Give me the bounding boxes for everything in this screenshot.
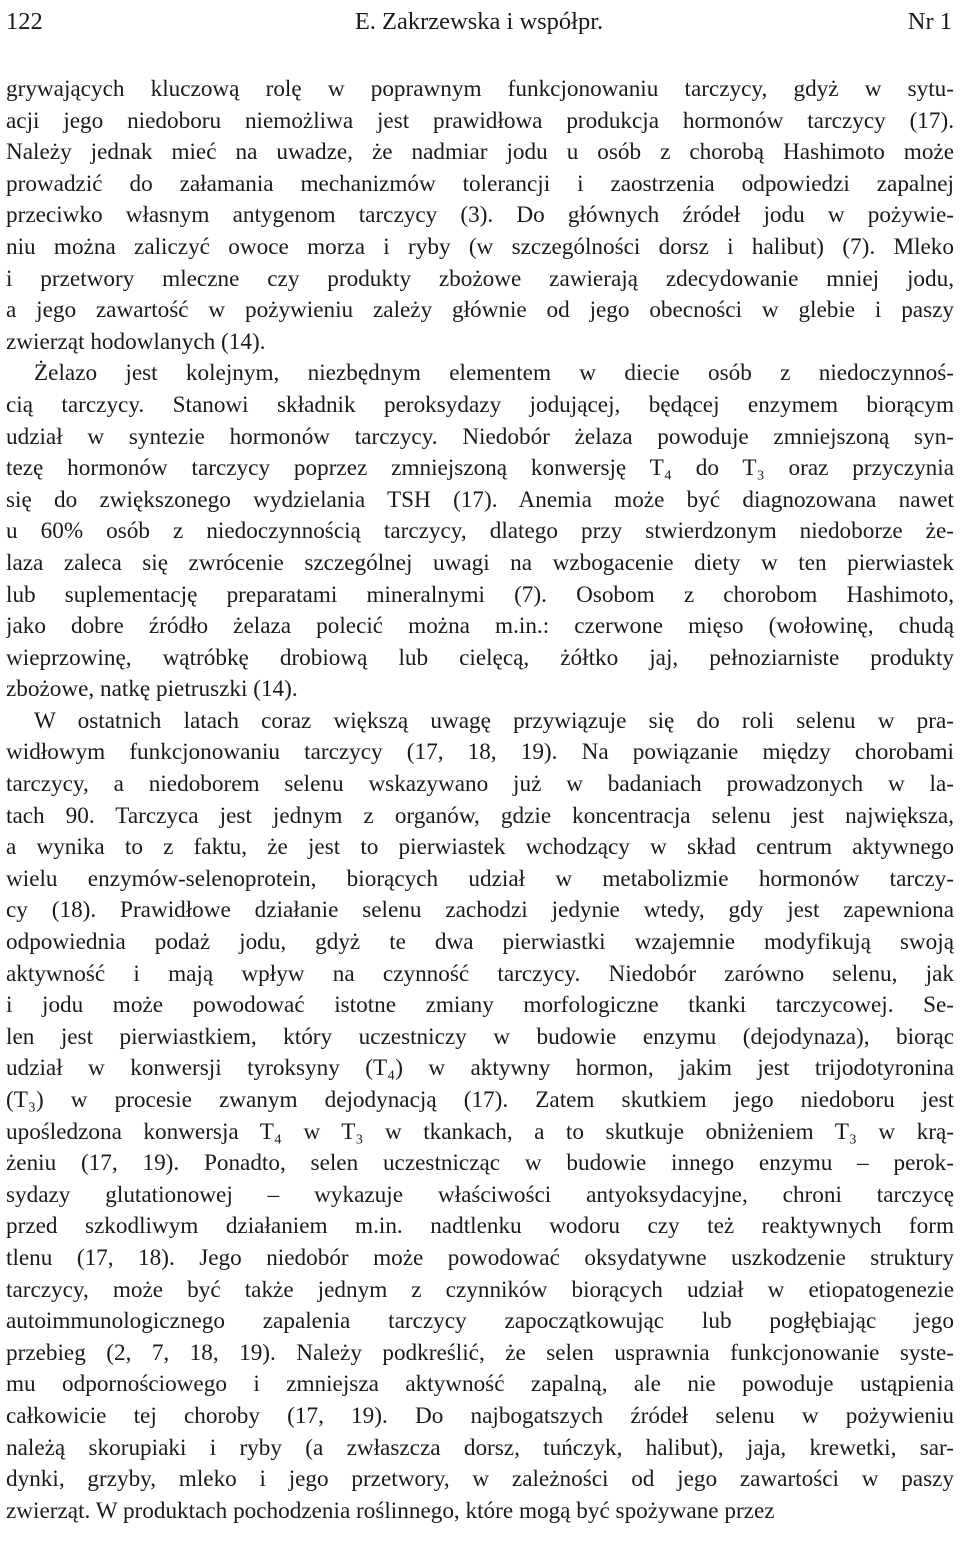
text-line: tlenu (17, 18). Jego niedobór może powodować oksydatywne uszkodzenie struktury: [6, 1244, 954, 1271]
text-line: widłowym funkcjonowaniu tarczycy (17, 18, 19). Na powiązanie między chorobami: [6, 739, 954, 766]
text-line: a jego zawartość w pożywieniu zależy głównie od jego obecności w glebie i paszy: [6, 297, 954, 324]
text-line: cią tarczycy. Stanowi składnik peroksydazy jodującej, będącej enzymem biorącym: [6, 391, 954, 418]
text-line: tach 90. Tarczyca jest jednym z organów, gdzie koncentracja selenu jest największa,: [6, 802, 954, 829]
text-line: i jodu może powodować istotne zmiany morfologiczne tkanki tarczycowej. Se-: [6, 992, 954, 1019]
text-line: tarczycy, może być także jednym z czynników biorących udział w etiopatogenezie: [6, 1276, 954, 1303]
issue-number: Nr 1: [907, 8, 952, 35]
text-line: przed szkodliwym działaniem m.in. nadtlenku wodoru czy też reaktywnych form: [6, 1213, 954, 1240]
text-line: tezę hormonów tarczycy poprzez zmniejszoną konwersję T₄ do T₃ oraz przyczynia: [6, 455, 954, 482]
text-line: zbożowe, natkę pietruszki (14).: [6, 676, 298, 703]
text-line: mu odpornościowego i zmniejsza aktywność zapalną, ale nie powoduje ustąpienia: [6, 1371, 954, 1398]
text-line: laza zaleca się zwrócenie szczególnej uwagi na wzbogacenie diety w ten pierwiastek: [6, 549, 954, 576]
text-line: wieprzowinę, wątróbkę drobiową lub cielęcą, żółtko jaj, pełnoziarniste produkty: [6, 644, 954, 671]
text-line: prowadzić do załamania mechanizmów tolerancji i zaostrzenia odpowiedzi zapalnej: [6, 170, 954, 197]
text-line: a wynika to z faktu, że jest to pierwiastek wchodzący w skład centrum aktywnego: [6, 834, 954, 861]
text-line: Żelazo jest kolejnym, niezbędnym elementem w diecie osób z niedoczynnoś-: [34, 360, 954, 387]
body-text: [6, 74, 954, 1527]
text-line: udział w syntezie hormonów tarczycy. Niedobór żelaza powoduje zmniejszoną syn-: [6, 423, 954, 450]
paragraph: [6, 358, 954, 706]
text-line: zwierząt. W produktach pochodzenia roślinnego, które mogą być spożywane przez: [6, 1497, 775, 1524]
text-line: i przetwory mleczne czy produkty zbożowe zawierają zdecydowanie mniej jodu,: [6, 265, 954, 292]
text-line: (T₃) w procesie zwanym dejodynacją (17). Zatem skutkiem jego niedoboru jest: [6, 1087, 954, 1113]
text-line: niu można zaliczyć owoce morza i ryby (w szczególności dorsz i halibut) (7). Mleko: [6, 233, 954, 260]
text-line: lub suplementację preparatami mineralnymi (7). Osobom z chorobom Hashimoto,: [6, 581, 954, 608]
text-line: len jest pierwiastkiem, który uczestniczy w budowie enzymu (dejodynaza), biorąc: [6, 1023, 954, 1050]
text-line: W ostatnich latach coraz większą uwagę przywiązuje się do roli selenu w pra-: [34, 707, 954, 734]
text-line: przeciwko własnym antygenom tarczycy (3). Do głównych źródeł jodu w pożywie-: [6, 202, 954, 229]
text-line: całkowicie tej choroby (17, 19). Do najbogatszych źródeł selenu w pożywieniu: [6, 1402, 954, 1429]
text-line: upośledzona konwersja T₄ w T₃ w tkankach, a to skutkuje obniżeniem T₃ w krą-: [6, 1118, 954, 1145]
text-line: jako dobre źródło żelaza polecić można m.in.: czerwone mięso (wołowinę, chudą: [6, 613, 954, 640]
text-line: dynki, grzyby, mleko i jego przetwory, w zależności od jego zawartości w paszy: [6, 1466, 954, 1493]
text-line: należą skorupiaki i ryby (a zwłaszcza dorsz, tuńczyk, halibut), jaja, krewetki, sar-: [6, 1434, 954, 1461]
text-line: udział w konwersji tyroksyny (T₄) w aktywny hormon, jakim jest trijodotyronina: [6, 1055, 954, 1082]
text-line: żeniu (17, 19). Ponadto, selen uczestnicząc w budowie innego enzymu – perok-: [6, 1150, 954, 1177]
text-line: u 60% osób z niedoczynnością tarczycy, dlatego przy stwierdzonym niedoborze że-: [6, 518, 954, 545]
text-line: cy (18). Prawidłowe działanie selenu zachodzi jedynie wtedy, gdy jest zapewniona: [6, 897, 954, 924]
text-line: autoimmunologicznego zapalenia tarczycy zapoczątkowując lub pogłębiając jego: [6, 1308, 954, 1335]
paragraph: [6, 706, 954, 1527]
page-number: 122: [6, 8, 43, 35]
text-line: grywających kluczową rolę w poprawnym funkcjonowaniu tarczycy, gdyż w sytu-: [6, 76, 954, 102]
running-header: [6, 4, 952, 40]
text-line: zwierząt hodowlanych (14).: [6, 328, 266, 355]
text-line: się do zwiększonego wydzielania TSH (17). Anemia może być diagnozowana nawet: [6, 486, 954, 513]
paragraph: [6, 74, 954, 358]
text-line: tarczycy, a niedoborem selenu wskazywano już w badaniach prowadzonych w la-: [6, 771, 954, 798]
text-line: wielu enzymów-selenoprotein, biorących udział w metabolizmie hormonów tarczy-: [6, 865, 954, 892]
text-line: przebieg (2, 7, 18, 19). Należy podkreślić, że selen usprawnia funkcjonowanie syste-: [6, 1339, 954, 1366]
text-line: aktywność i mają wpływ na czynność tarczycy. Niedobór zarówno selenu, jak: [6, 960, 954, 987]
running-head-authors: E. Zakrzewska i współpr.: [354, 8, 604, 35]
text-line: Należy jednak mieć na uwadze, że nadmiar jodu u osób z chorobą Hashimoto może: [6, 139, 954, 166]
text-line: sydazy glutationowej – wykazuje właściwości antyoksydacyjne, chroni tarczycę: [6, 1181, 954, 1208]
text-line: odpowiednia podaż jodu, gdyż te dwa pierwiastki wzajemnie modyfikują swoją: [6, 929, 954, 956]
text-line: acji jego niedoboru niemożliwa jest prawidłowa produkcja hormonów tarczycy (17).: [6, 107, 954, 134]
